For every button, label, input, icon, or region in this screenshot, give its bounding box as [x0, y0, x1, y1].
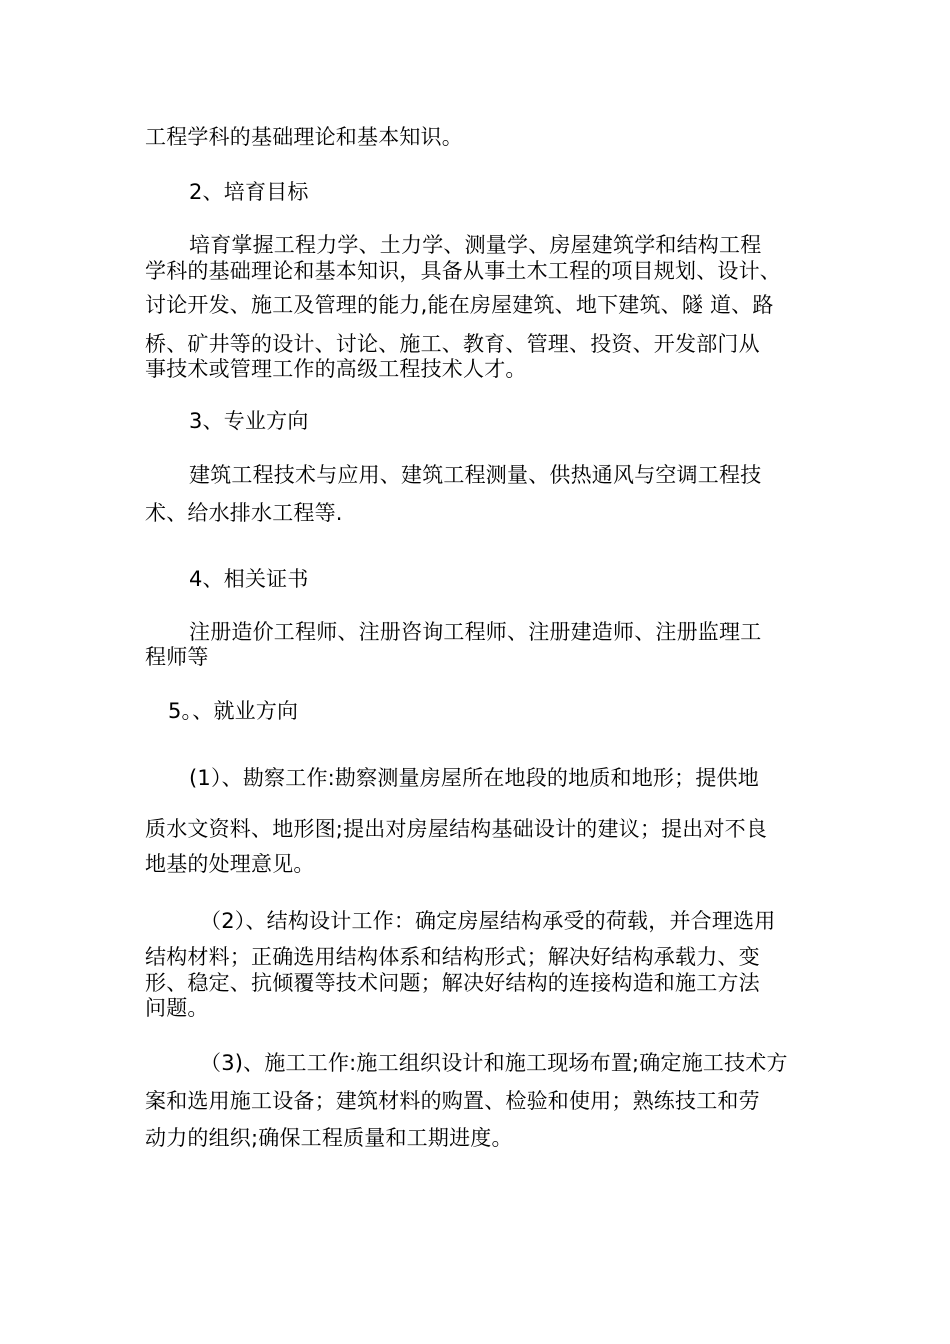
text-line: 桥、矿井等的设计、讨论、施工、教育、管理、投资、开发部门从	[145, 332, 760, 356]
section-heading: 4、相关证书	[189, 567, 309, 591]
section-heading: 3、专业方向	[189, 409, 309, 433]
text-line: 术、给水排水工程等.	[145, 501, 343, 525]
text-line: （3)、施工工作:施工组织设计和施工现场布置;确定施工技术方	[200, 1051, 788, 1075]
text-line: 讨论开发、施工及管理的能力,能在房屋建筑、地下建筑、隧 道、路	[145, 293, 774, 317]
text-line: 程师等	[145, 645, 209, 669]
text-line: 培育掌握工程力学、土力学、测量学、房屋建筑学和结构工程	[189, 233, 762, 257]
text-line: (1）、勘察工作:勘察测量房屋所在地段的地质和地形；提供地	[189, 766, 759, 790]
text-line: 地基的处理意见。	[145, 852, 315, 876]
text-line: 工程学科的基础理论和基本知识。	[145, 125, 463, 149]
text-line: 注册造价工程师、注册咨询工程师、注册建造师、注册监理工	[189, 620, 762, 644]
text-line: 质水文资料、地形图;提出对房屋结构基础设计的建议；提出对不良	[145, 817, 768, 841]
section-heading: 2、培育目标	[189, 180, 309, 204]
text-line: 结构材料；正确选用结构体系和结构形式；解决好结构承载力、变	[145, 945, 760, 969]
text-line: 动力的组织;确保工程质量和工期进度。	[145, 1126, 513, 1150]
text-line: 形、稳定、抗倾覆等技术问题；解决好结构的连接构造和施工方法	[145, 971, 760, 995]
text-line: 学科的基础理论和基本知识，具备从事土木工程的项目规划、设计、	[145, 259, 781, 283]
text-line: 事技术或管理工作的高级工程技术人才。	[145, 357, 527, 381]
text-line: 建筑工程技术与应用、建筑工程测量、供热通风与空调工程技	[189, 463, 762, 487]
text-line: （2）、结构设计工作：确定房屋结构承受的荷载，并合理选用	[200, 909, 776, 933]
text-line: 问题。	[145, 996, 209, 1020]
text-line: 案和选用施工设备；建筑材料的购置、检验和使用；熟练技工和劳	[145, 1089, 760, 1113]
section-heading: 5。、就业方向	[168, 699, 299, 723]
